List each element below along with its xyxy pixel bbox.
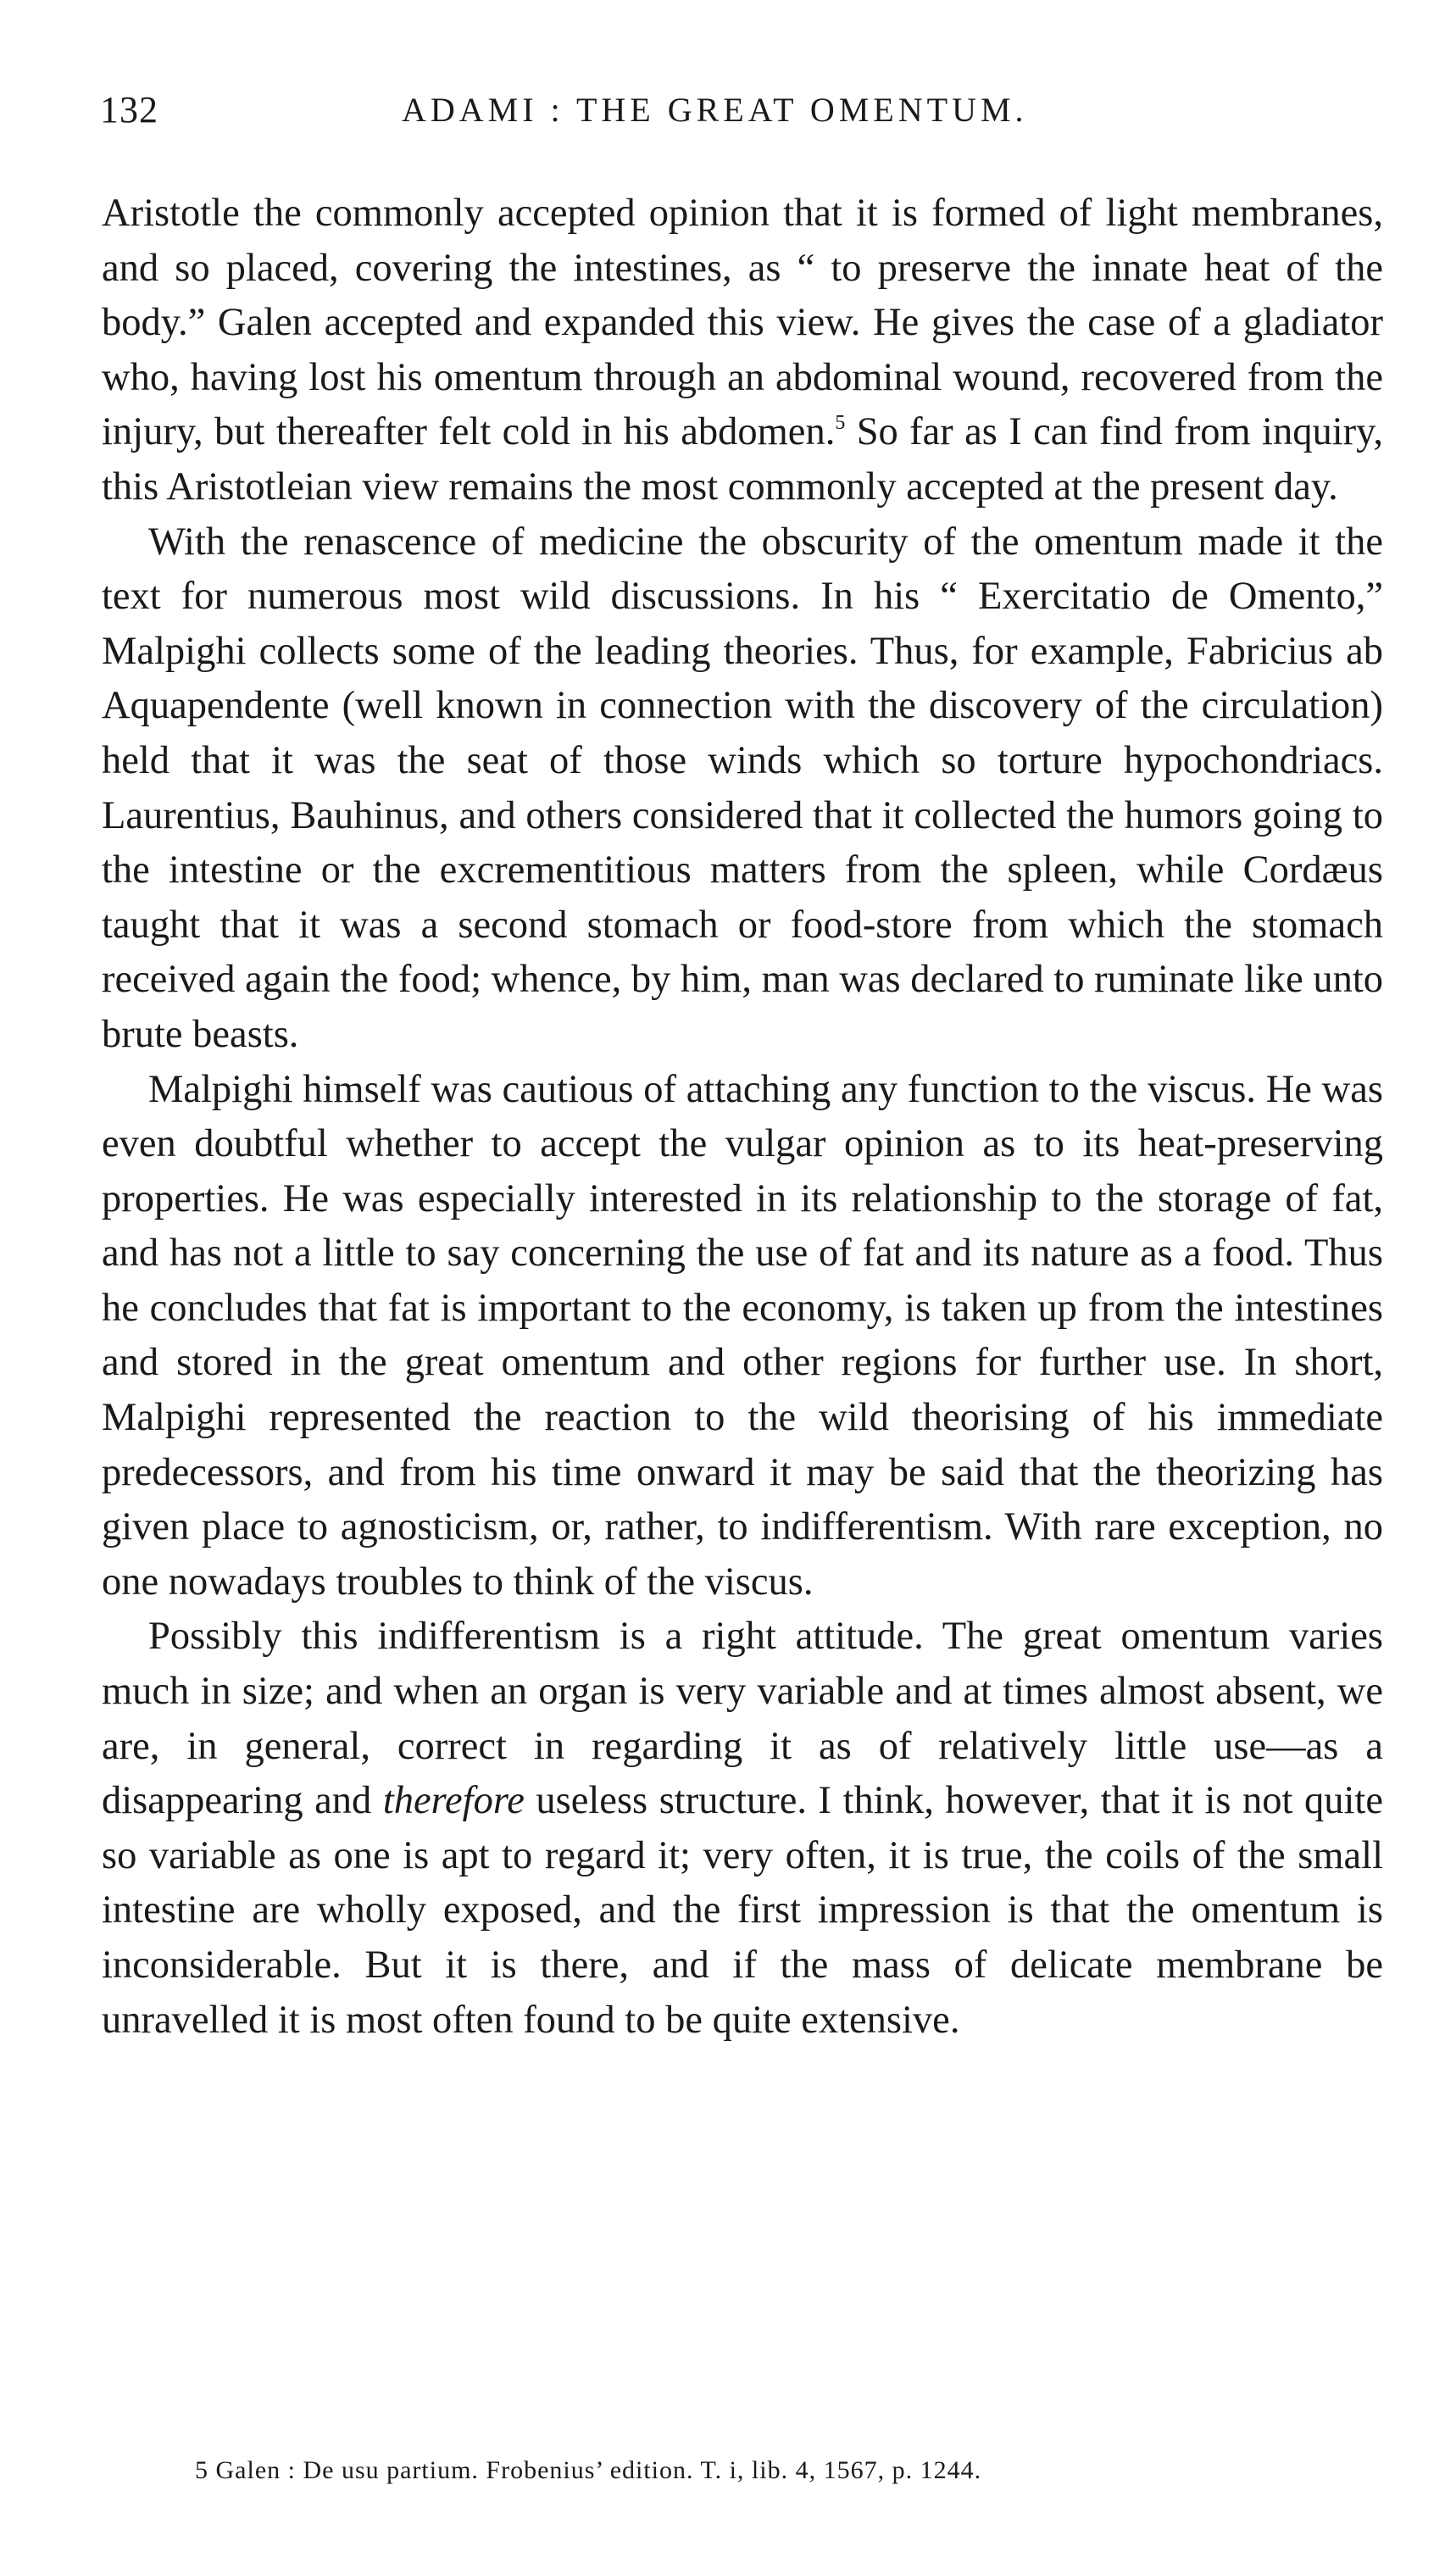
paragraph-1-text-b: So far as I can find from inquiry, this Aristotleian view remains the most commonly accepted at the present day. (102, 410, 1383, 509)
paragraph-1-text-a: Aristotle the commonly accepted opinion that it is formed of light membranes, and so placed, covering the intestines, as “ to preserve the innate heat of the body.” Galen accepted and expanded this view. He gives the case of a gladiator who, having lost his omentum through an abdominal wound, recovered from the injury, but thereafter felt cold in his abdomen. (102, 192, 1383, 454)
body-text (102, 186, 1383, 2048)
paragraph-4-text-a: Possibly this indifferentism is a right attitude. The great omentum varies much in size; and when an organ is very variable and at times almost absent, we are, in general, correct in regarding it as of relatively little use—as a disappearing and (102, 1615, 1383, 1823)
paragraph-3: Malpighi himself was cautious of attaching any function to the viscus. He was even doubtful whether to accept the vulgar opinion as to its heat-preserving properties. He was especially interested in its relationship to the storage of fat, and has not a little to say concerning the use of fat and its nature as a food. Thus he concludes that fat is important to the economy, is taken up from the intestines and stored in the great omentum and other regions for further use. In short, Malpighi represented the reaction to the wild theorising of his immediate predecessors, and from his time onward it may be said that the theorizing has given place to agnosticism, or, rather, to indifferentism. With rare exception, no one nowadays troubles to think of the viscus. (102, 1067, 1383, 1604)
paragraph-4 (102, 1610, 1383, 2048)
footnote-reference: 5 (835, 412, 846, 435)
running-title: ADAMI : THE GREAT OMENTUM. (402, 91, 1028, 129)
italic-word: therefore (382, 1779, 525, 1823)
footnote: 5 Galen : De usu partium. Frobenius’ edition. T. i, lib. 4, 1567, p. 1244. (195, 2456, 982, 2484)
paragraph-2: With the renascence of medicine the obscurity of the omentum made it the text for numerous most wild discussions. In his “ Exercitatio de Omento,” Malpighi collects some of the leading theories. Thus, for example, Fabricius ab Aquapendente (well known in connection with the discovery of the circulation) held that it was the seat of those winds which so torture hypochondriacs. Laurentius, Bauhinus, and others considered that it collected the humors going to the intestine or the excrementitious matters from the spleen, while Cordæus taught that it was a second stomach or food-store from which the stomach received again the food; whence, by him, man was declared to ruminate like unto brute beasts. (102, 520, 1383, 1056)
paragraph-4-text-b: useless structure. I think, however, that it is not quite so variable as one is apt to regard it; very often, it is true, the coils of the small intestine are wholly exposed, and the first impression is that the omentum is inconsiderable. But it is there, and if the mass of delicate membrane be unravelled it is most often found to be quite extensive. (102, 1779, 1383, 2042)
paragraph-1 (102, 186, 1383, 515)
running-head (100, 88, 1388, 139)
page-number: 132 (100, 89, 158, 131)
